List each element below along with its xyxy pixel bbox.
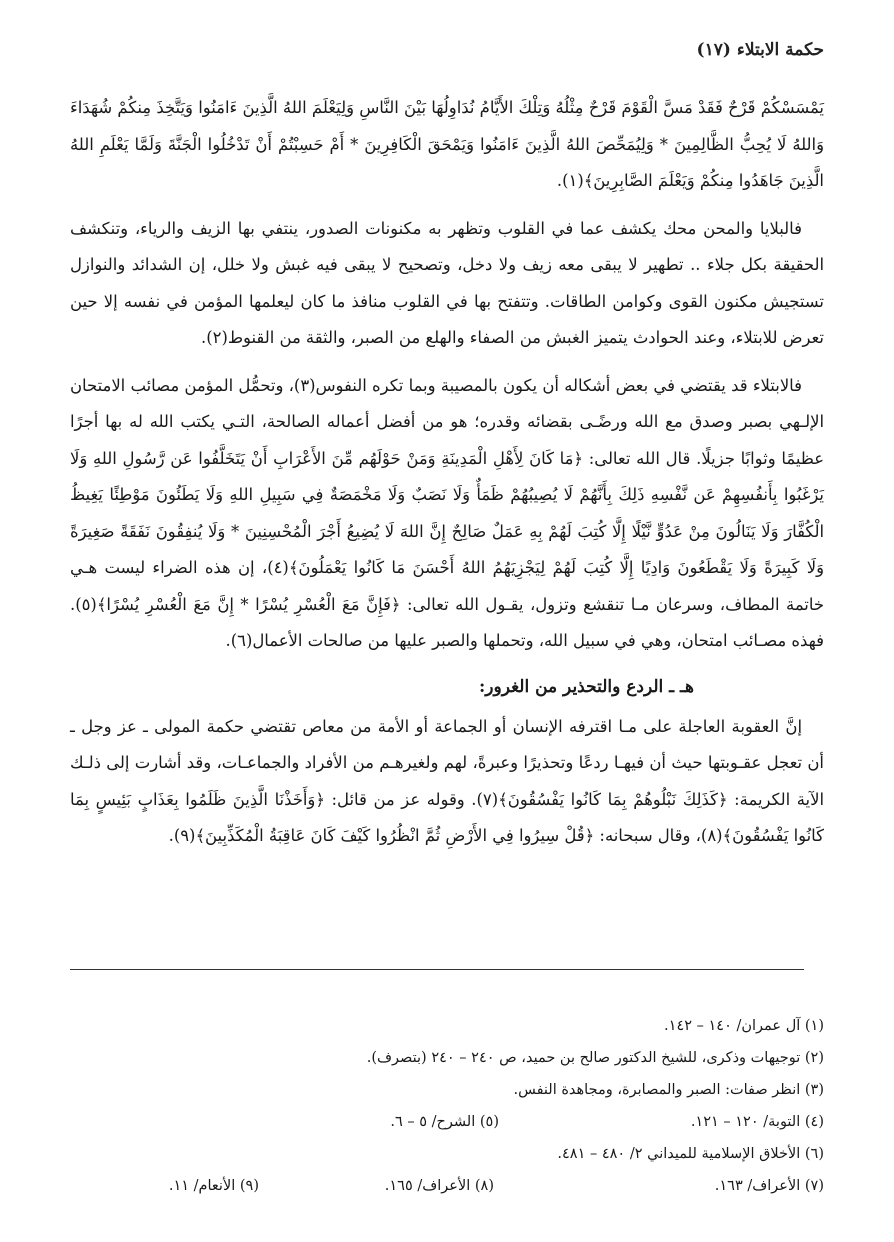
- footnote-row: [70, 1170, 824, 1202]
- footnote-3: (٣) انظر صفات: الصبر والمصابرة، ومجاهدة النفس.: [513, 1082, 824, 1098]
- paragraph-deterrence: إنَّ العقوبة العاجلة على مـا اقترفه الإنسان أو الجماعة أو الأمة من معاص تقتضي حكمة المولى ـ عز وجل ـ أن تعجل عقـوبتها حيث أن فيهـا ردعًا وتحذيرًا وعبرةً، لهم ولغيرهـم من الأفراد والجماعـات، وقد أشارت إلى ذلـك الآية الكريمة: ﴿كَذَلِكَ نَبْلُوهُمْ بِمَا كَانُوا يَفْسُقُونَ﴾(٧). وقوله عز من قائل: ﴿وَأَخَذْنَا الَّذِينَ ظَلَمُوا بِعَذَابٍ بَئِيسٍ بِمَا كَانُوا يَفْسُقُونَ﴾(٨)، وقال سبحانه: ﴿قُلْ سِيرُوا فِي الأَرْضِ ثُمَّ انْظُرُوا كَيْفَ كَانَ عَاقِبَةُ الْمُكَذِّبِينَ﴾(٩).: [70, 716, 824, 845]
- quran-verse-paragraph: يَمْسَسْكُمْ قَرْحٌ فَقَدْ مَسَّ الْقَوْمَ قَرْحٌ مِثْلُهُ وَتِلْكَ الأَيَّامُ نُدَاوِلُهَا بَيْنَ النَّاسِ وَلِيَعْلَمَ اللهُ الَّذِينَ ءَامَنُوا وَيَتَّخِذَ مِنكُمْ شُهَدَاءَ وَاللهُ لَا يُحِبُّ الظَّالِمِينَ * وَلِيُمَحِّصَ اللهُ الَّذِينَ ءَامَنُوا وَيَمْحَقَ الْكَافِرِينَ * أَمْ حَسِبْتُمْ أَنْ تَدْخُلُوا الْجَنَّةَ وَلَمَّا يَعْلَمِ اللهُ الَّذِينَ جَاهَدُوا مِنكُمْ وَيَعْلَمَ الصَّابِرِينَ﴾(١).: [70, 98, 824, 190]
- footnote-7: (٧) الأعراف/ ١٦٣.: [714, 1178, 824, 1194]
- paragraph-patience: فالابتلاء قد يقتضي في بعض أشكاله أن يكون بالمصيبة وبما تكره النفوس(٣)، وتحمُّل المؤمن مصائب الامتحان الإلـهي بصبر وصدق مع الله ورضًـى بقضائه وقدره؛ هو من أفضل أعماله الصالحة، التـي يكتب الله له بها أجرًا عظيمًا وثوابًا جزيلًا. قال الله تعالى: ﴿مَا كَانَ لِأَهْلِ الْمَدِينَةِ وَمَنْ حَوْلَهُم مِّنَ الأَعْرَابِ أَنْ يَتَخَلَّفُوا عَن رَّسُولِ اللهِ وَلَا يَرْغَبُوا بِأَنفُسِهِمْ عَن نَّفْسِهِ ذَلِكَ بِأَنَّهُمْ لَا يُصِيبُهُمْ ظَمَأٌ وَلَا نَصَبٌ وَلَا مَخْمَصَةٌ فِي سَبِيلِ اللهِ وَلَا يَطَئُونَ مَوْطِئًا يَغِيظُ الْكُفَّارَ وَلَا يَنَالُونَ مِنْ عَدُوٍّ نَّيْلًا إِلَّا كُتِبَ لَهُمْ بِهِ عَمَلٌ صَالِحٌ إِنَّ اللهَ لَا يُضِيعُ أَجْرَ الْمُحْسِنِينَ * وَلَا يُنفِقُونَ نَفَقَةً صَغِيرَةً وَلَا كَبِيرَةً وَلَا يَقْطَعُونَ وَادِيًا إِلَّا كُتِبَ لَهُمْ لِيَجْزِيَهُمُ اللهُ أَحْسَنَ مَا كَانُوا يَعْمَلُونَ﴾(٤)، إن هذه الضراء ليست هـي خاتمة المطاف، وسرعان مـا تنقشع وتزول، يقـول الله تعالى: ﴿فَإِنَّ مَعَ الْعُسْرِ يُسْرًا * إِنَّ مَعَ الْعُسْرِ يُسْرًا﴾(٥). فهذه مصـائب امتحان، وهي في سبيل الله، وتحملها والصبر عليها من صالحات الأعمال(٦).: [70, 375, 824, 650]
- main-text: [70, 90, 824, 866]
- paragraph-trials: فالبلايا والمحن محك يكشف عما في القلوب وتظهر به مكنونات الصدور، ينتفي بها الزيف والرياء، وتنكشف الحقيقة بكل جلاء .. تطهير لا يبقى معه زيف ولا دخل، وتصحيح لا يبقى فيه غبش ولا خلل، إن الشدائد والنوازل تستجيش مكنون القوى وكوامن الطاقات. وتتفتح بها في القلوب منافذ ما كان ليعلمها المؤمن في نفسه إلا حين تعرض للابتلاء، وعند الحوادث يتميز الغبش من الصفاء والهلع من الصبر، والثقة من القنوط(٢).: [70, 218, 824, 347]
- footnote-row: [70, 1042, 824, 1074]
- footnote-9: (٩) الأنعام/ ١١.: [168, 1178, 259, 1194]
- footnote-5: (٥) الشرح/ ٥ – ٦.: [390, 1114, 499, 1130]
- footnote-6: (٦) الأخلاق الإسلامية للميداني ٢/ ٤٨٠ – ٤٨١.: [557, 1146, 824, 1162]
- footnote-divider: [70, 969, 804, 970]
- footnote-8: (٨) الأعراف/ ١٦٥.: [384, 1178, 494, 1194]
- section-subheading: هـ ـ الردع والتحذير من الغرور:: [479, 676, 694, 697]
- footnote-row: [70, 1074, 824, 1106]
- footnote-4: (٤) التوبة/ ١٢٠ – ١٢١.: [690, 1114, 824, 1130]
- running-header: حكمة الابتلاء (١٧): [696, 40, 824, 60]
- footnote-1: (١) آل عمران/ ١٤٠ – ١٤٢.: [664, 1018, 824, 1034]
- footnote-row: [70, 1138, 824, 1170]
- footnotes: [70, 1010, 824, 1202]
- footnote-row: [70, 1106, 824, 1138]
- footnote-2: (٢) توجيهات وذكرى، للشيخ الدكتور صالح بن حميد، ص ٢٤٠ – ٢٤٠ (بتصرف).: [366, 1050, 824, 1066]
- footnote-row: [70, 1010, 824, 1042]
